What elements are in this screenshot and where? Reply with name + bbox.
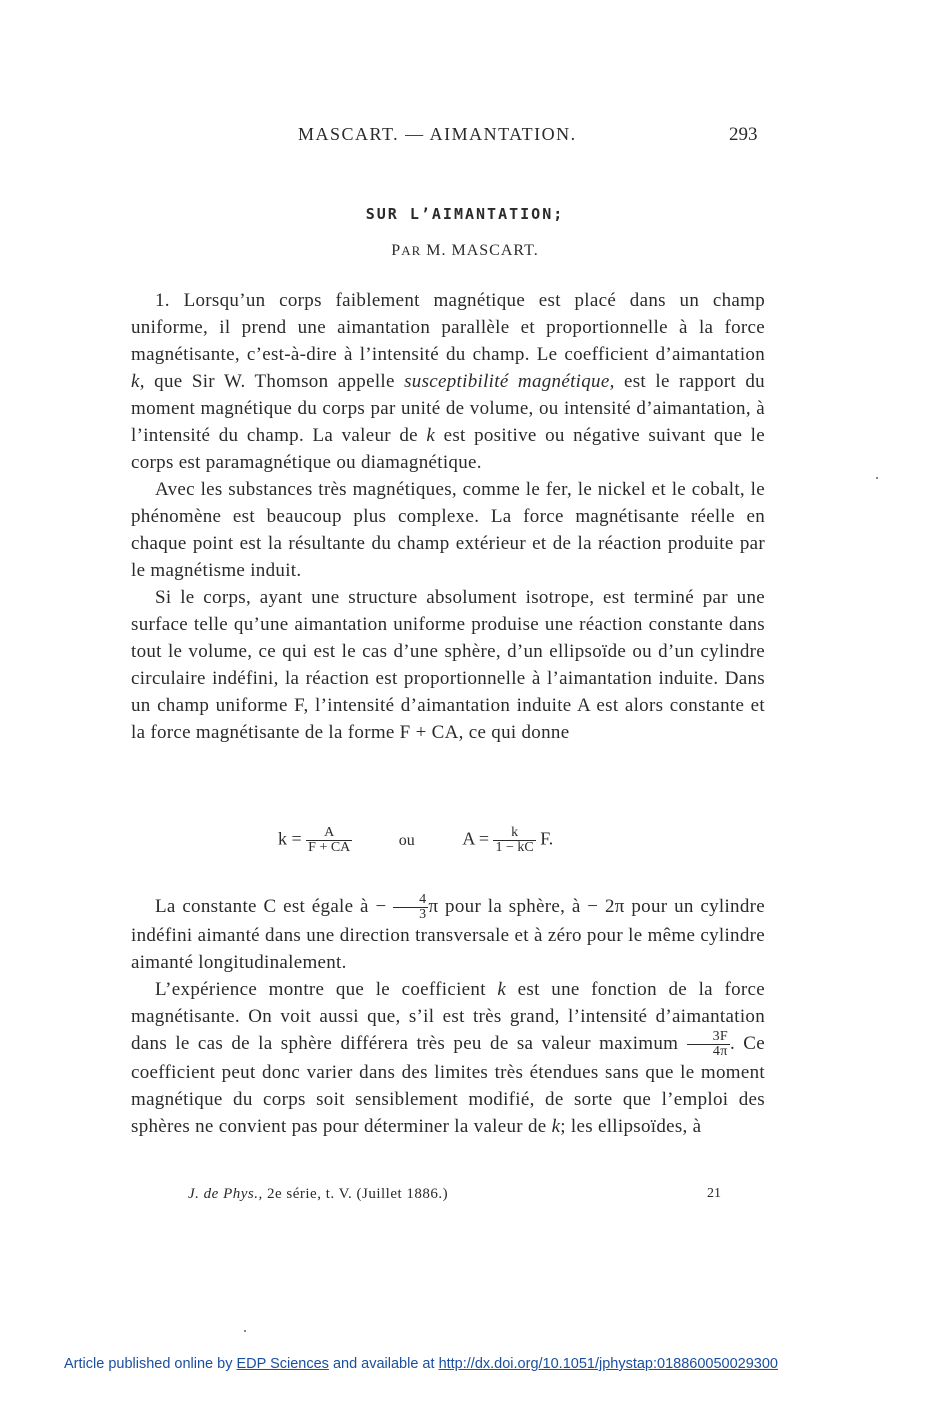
journal-details: 2e série, t. V. (Juillet 1886.): [262, 1186, 449, 1202]
term-susceptibility: susceptibilité magnétique,: [404, 371, 615, 392]
body-text-lower: [131, 893, 765, 1140]
scan-speck: [876, 477, 878, 479]
paragraph-5-text-a: L’expérience montre que le coefficient: [155, 979, 498, 1001]
symbol-k: k: [131, 371, 140, 392]
paragraph-1-text-c: est le rapport du moment magnétique du corps par unité de volume, ou intensité d’aimantation, à l’intensité du champ. La valeur de: [131, 371, 765, 446]
equation-lhs-1: k =: [278, 828, 302, 849]
publisher-line: [64, 1356, 778, 1372]
equation-conjunction: ou: [398, 831, 415, 849]
body-text-upper: [131, 287, 765, 746]
paragraph-1-text-a: Lorsqu’un corps faiblement magnétique est placé dans un champ uniforme, il prend une aimantation parallèle et proportionnelle à la force magnétisante, c’est-à-dire à l’intensité du champ. Le coefficient d’aimantation: [131, 290, 765, 365]
fraction-numerator: 3F: [687, 1030, 730, 1045]
fraction-denominator: 4π: [712, 1044, 728, 1060]
fraction-1-numerator: A: [306, 826, 352, 841]
article-title: SUR L’AIMANTATION;: [365, 205, 565, 223]
fraction-2-denominator: 1 − kC: [495, 840, 534, 855]
paragraph-5-text-c: . Ce coefficient peut donc varier dans des limites très étendues sans que le moment magnétique du corps soit sensiblement modifié, de sorte que l’emploi des sphères ne convient pas pour déterminer la valeur de: [131, 1033, 765, 1138]
fraction-1-denominator: F + CA: [308, 840, 351, 855]
fraction-2-numerator: k: [493, 826, 535, 841]
publisher-link[interactable]: EDP Sciences: [236, 1356, 329, 1372]
equation-tail: F.: [540, 828, 554, 849]
author-prefix-initial: P: [391, 242, 402, 259]
running-head: MASCART. — AIMANTATION.: [298, 124, 577, 144]
paragraph-4-text-a: La constante C est égale à −: [155, 896, 394, 917]
paragraph-1-text-b: , que Sir W. Thomson appelle: [139, 371, 405, 392]
author-name: M. MASCART.: [426, 242, 539, 259]
doi-link[interactable]: http://dx.doi.org/10.1051/jphystap:018860050029300: [438, 1356, 778, 1372]
symbol-k: k: [497, 979, 507, 1001]
fraction-numerator: 4: [393, 893, 428, 908]
footer-journal: [188, 1186, 448, 1203]
paragraph-5-text-d: ; les ellipsoïdes, à: [560, 1116, 702, 1138]
paragraph-5: [131, 976, 765, 1140]
publisher-middle: and available at: [328, 1356, 439, 1372]
paragraph-5-text-b: est une fonction de la force magnétisante. On voit aussi que, s’il est très grand, l’intensité d’aimantation dans le cas de la sphère différera très peu de sa valeur maximum: [131, 979, 765, 1055]
scan-speck: [244, 1330, 246, 1332]
fraction-denominator: 3: [419, 907, 427, 923]
paragraph-3: Si le corps, ayant une structure absolument isotrope, est terminé par une surface telle qu’une aimantation uniforme produise une réaction constante dans tout le volume, ce qui est le cas d’une sphère, d’un ellipsoïde ou d’un cylindre circulaire indéfini, la réaction est proportionnelle à l’aimantation induite. Dans un champ uniforme F, l’intensité d’aimantation induite A est alors constante et la force magnétisante de la forme F + CA, ce qui donne: [131, 587, 765, 743]
symbol-k: k: [551, 1116, 561, 1138]
fraction-1: [306, 826, 352, 855]
page-number: 293: [729, 124, 758, 145]
symbol-k: k: [426, 425, 436, 446]
publisher-prefix: Article published online by: [64, 1356, 237, 1372]
paragraph-4-text-b: π pour la sphère, à − 2π pour un cylindre indéfini aimanté dans une direction transversale et à zéro pour le même cylindre aimanté longitudinalement.: [131, 896, 766, 974]
paragraph-2: Avec les substances très magnétiques, comme le fer, le nickel et le cobalt, le phénomène est beaucoup plus complexe. La force magnétisante réelle en chaque point est la résultante du champ extérieur et de la réaction produite par le magnétisme induit.: [131, 479, 765, 581]
fraction-3f-4pi: [687, 1030, 730, 1059]
fraction-2: [493, 826, 535, 855]
fraction-four-thirds: [393, 893, 428, 922]
author-prefix-smallcaps: AR: [401, 243, 422, 258]
footer-sheet-number: 21: [707, 1186, 721, 1201]
paragraph-1-text-d: est positive ou négative suivant que le corps est paramagnétique ou diamagnétique.: [131, 425, 765, 473]
paragraph-1: [131, 287, 765, 476]
section-number: 1.: [155, 290, 170, 311]
equation-lhs-2: A =: [462, 828, 489, 849]
paragraph-4: [131, 893, 765, 976]
journal-name: J. de Phys.,: [188, 1186, 263, 1202]
article-author: [0, 242, 930, 260]
equation: [278, 826, 553, 855]
